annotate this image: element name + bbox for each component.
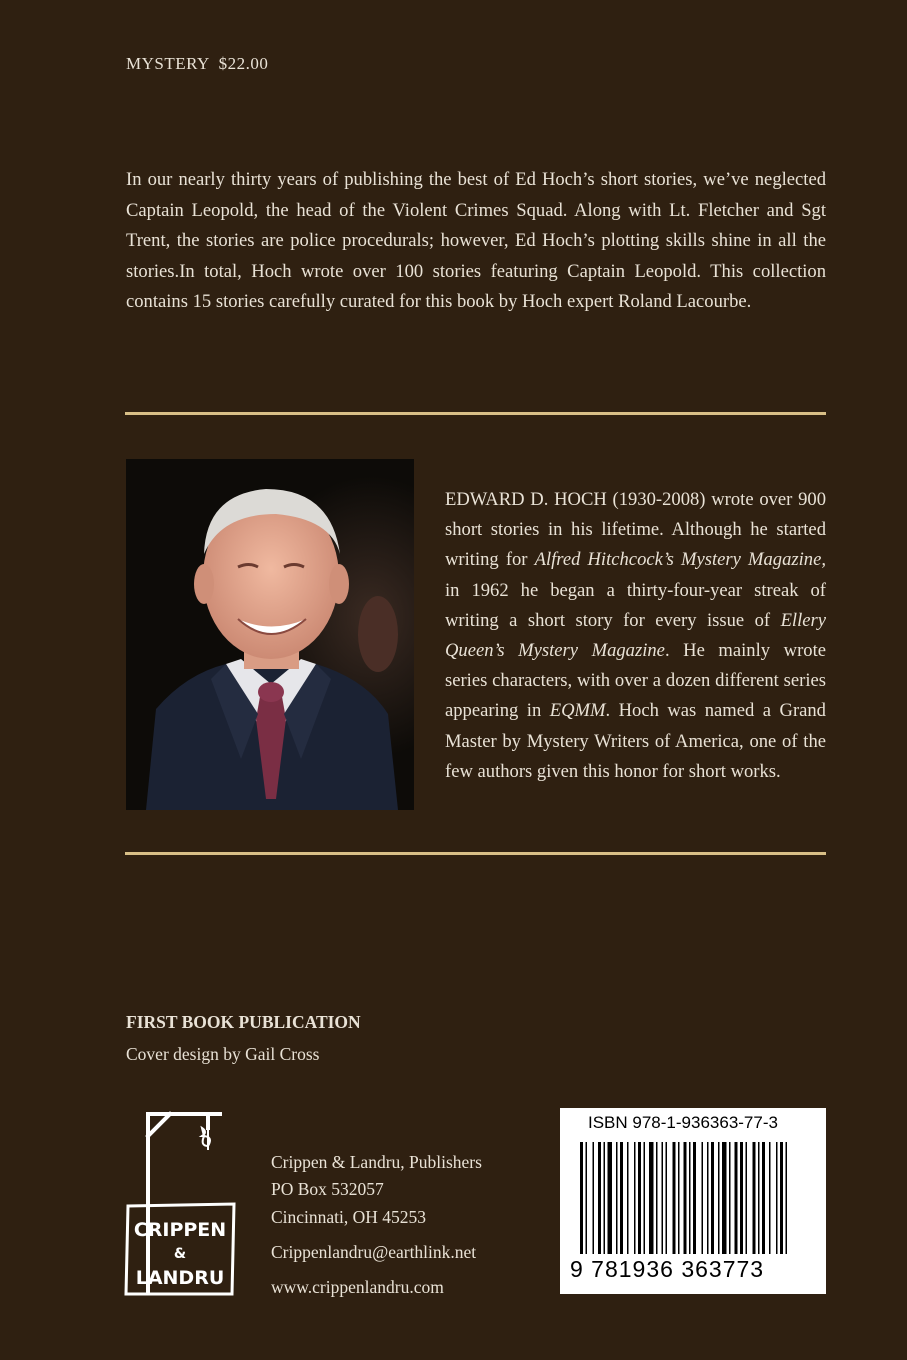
isbn-label: ISBN 978-1-936363-77-3 xyxy=(588,1113,778,1132)
divider-top xyxy=(125,412,826,415)
bio-magazine-1: Alfred Hitchcock’s Mystery Magazine, xyxy=(534,549,826,571)
logo-text-mid: & xyxy=(173,1246,187,1262)
publisher-logo xyxy=(120,1106,240,1298)
barcode-digits: 9 781936 363773 xyxy=(570,1256,765,1282)
publisher-email[interactable]: Crippenlandru@earthlink.net xyxy=(271,1242,477,1262)
divider-bottom xyxy=(125,852,826,855)
barcode-icon xyxy=(578,1142,810,1254)
publisher-website[interactable]: www.crippenlandru.com xyxy=(271,1277,444,1297)
publisher-name: Crippen & Landru, Publishers xyxy=(271,1152,482,1172)
cover-design-credit: Cover design by Gail Cross xyxy=(126,1044,320,1064)
bio-magazine-2: Ellery Queen’s Mystery Magazine xyxy=(445,609,826,662)
first-publication-label: FIRST BOOK PUBLICATION xyxy=(126,1012,361,1032)
bio-magazine-3: EQMM xyxy=(549,700,606,722)
publisher-po-box: PO Box 532057 xyxy=(271,1179,384,1199)
bio-text-2: in 1962 he began a thirty-four-year streak of writing a short story for every issue of xyxy=(445,579,826,631)
logo-text-top: CRIPPEN xyxy=(133,1219,227,1241)
bio-text-3: . He mainly wrote series characters, with over a dozen different series appearing in xyxy=(445,640,826,722)
logo-text-bottom: LANDRU xyxy=(135,1267,225,1289)
author-photo xyxy=(126,459,414,810)
author-bio xyxy=(445,485,826,787)
publisher-city: Cincinnati, OH 45253 xyxy=(271,1207,427,1227)
bio-text-1: EDWARD D. HOCH (1930-2008) wrote over 900 short stories in his lifetime. Although he started writing for xyxy=(445,489,826,571)
book-blurb: In our nearly thirty years of publishing the best of Ed Hoch’s short stories, we’ve neglected Captain Leopold, the head of the Violent Crimes Squad. Along with Lt. Fletcher and Sgt Trent, the stories are police procedurals; however, Ed Hoch’s plotting skills shine in all the stories.In total, Hoch wrote over 100 stories featuring Captain Leopold. This collection contains 15 stories carefully curated for this book by Hoch expert Roland Lacourbe. xyxy=(126,169,826,312)
bio-text-4: . Hoch was named a Grand Master by Mystery Writers of America, one of the few authors given this honor for short works. xyxy=(445,700,826,782)
genre-price-label: MYSTERY $22.00 xyxy=(126,54,269,73)
isbn-barcode-box xyxy=(560,1108,826,1294)
